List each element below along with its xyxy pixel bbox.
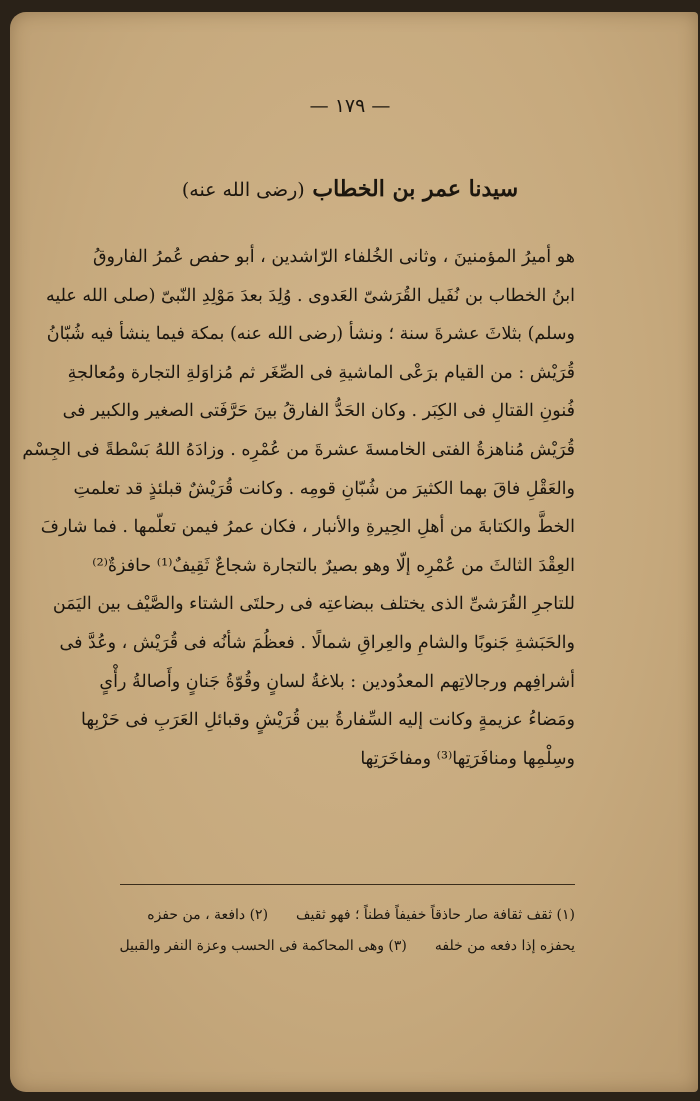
text-line: وسِلْمِها ومنافَرَتِها⁽³⁾ ومفاخَرَتِها — [360, 748, 575, 769]
text-line: للتاجرِ القُرَشىِّ الذى يختلف ببضاعتِه فى رحلتَى الشتاء والصَّيْف بين اليَمَن — [52, 594, 575, 615]
footnote-divider — [120, 884, 575, 885]
text-line: وسلم) بثلاثَ عشرةَ سنة ؛ ونشأ (رضى الله عنه) بمكة فيما ينشأ فيه شُبّانُ — [46, 324, 575, 345]
text-line: أشرافِهم ورجالاتِهم المعدُودين : بلاغةُ لسانٍ وقُوّةُ جَنانٍ وأَصالةُ رأْىٍ — [99, 671, 575, 692]
text-line: هو أميرُ المؤمنينَ ، وثانى الخُلفاء الرّاشدين ، أبو حفص عُمرُ الفاروقُ — [92, 247, 575, 267]
text-line: العِقْدَ الثالثَ من عُمْرِه إلّا وهو بصيرٌ بالتجارة شجاعٌ ثَقِيفٌ⁽¹⁾ حافزةٌ⁽²⁾ — [92, 555, 575, 576]
footnotes — [120, 900, 575, 962]
page-number: — ١٧٩ — — [309, 95, 391, 117]
text-line: ابنُ الخطاب بن نُفَيل القُرَشىّ العَدوى . وُلِدَ بعدَ مَوْلِدِ النّبىّ (صلى الله عليه — [45, 285, 575, 306]
text-line: ومَضاءُ عزيمةٍ وكانت إليه السِّفارةُ بين قُرَيْشٍ وقبائلِ العَرَبِ فى حَرْبِها — [81, 710, 575, 731]
text-line: والعَقْلِ فاقَ بهما الكثيرَ من شُبّانِ قومِه . وكانت قُرَيْشٌ قبلئذٍ قد تعلمتِ — [73, 478, 575, 499]
footnote-line — [120, 900, 575, 931]
page-title — [0, 176, 700, 202]
text-line: فُنونِ القتالِ فى الكِبَر . وكان الحَدُّ الفارقُ بينَ حَرَّفَتى الصغير والكبير فى — [62, 401, 575, 422]
body-text — [22, 238, 575, 778]
text-line: قُرَيْش مُناهزةُ الفتى الخامسةَ عشرةَ من عُمْرِه . وزادَهُ اللهُ بَسْطةً فى الجِسْم — [22, 439, 575, 460]
text-line: الخطَّ والكتابةَ من أهلِ الحِيرةِ والأنبار ، فكان عمرُ فيمن تعلّمها . فما شارفَ — [40, 517, 575, 538]
text-line: والحَبَشةِ جَنوبًا والشامِ والعِراقِ شمالًا . فعظُمَ شأنُه فى قُرَيْش ، وعُدَّ فى — [59, 632, 575, 653]
footnote-2: (٢) دافعة ، من حفزه — [147, 907, 269, 923]
title-honorific: (رضى الله عنه) — [181, 179, 305, 201]
text-line: قُرَيْش : من القيام برَعْى الماشيةِ فى الصِّغَر ثم مُزاوَلةِ التجارة ومُعالجةِ — [67, 362, 575, 383]
title-main: سيدنا عمر بن الخطاب — [312, 176, 519, 202]
footnote-line — [120, 931, 575, 962]
footnote-3: (٣) وهى المحاكمة فى الحسب وعزة النفر والقبيل — [119, 938, 407, 954]
footnote-1: (١) ثقف ثقافة صار حاذقاً خفيفاً فطناً ؛ فهو ثقيف — [296, 907, 575, 923]
footnote-2-continued: يحفزه إذا دفعه من خلفه — [434, 938, 575, 954]
